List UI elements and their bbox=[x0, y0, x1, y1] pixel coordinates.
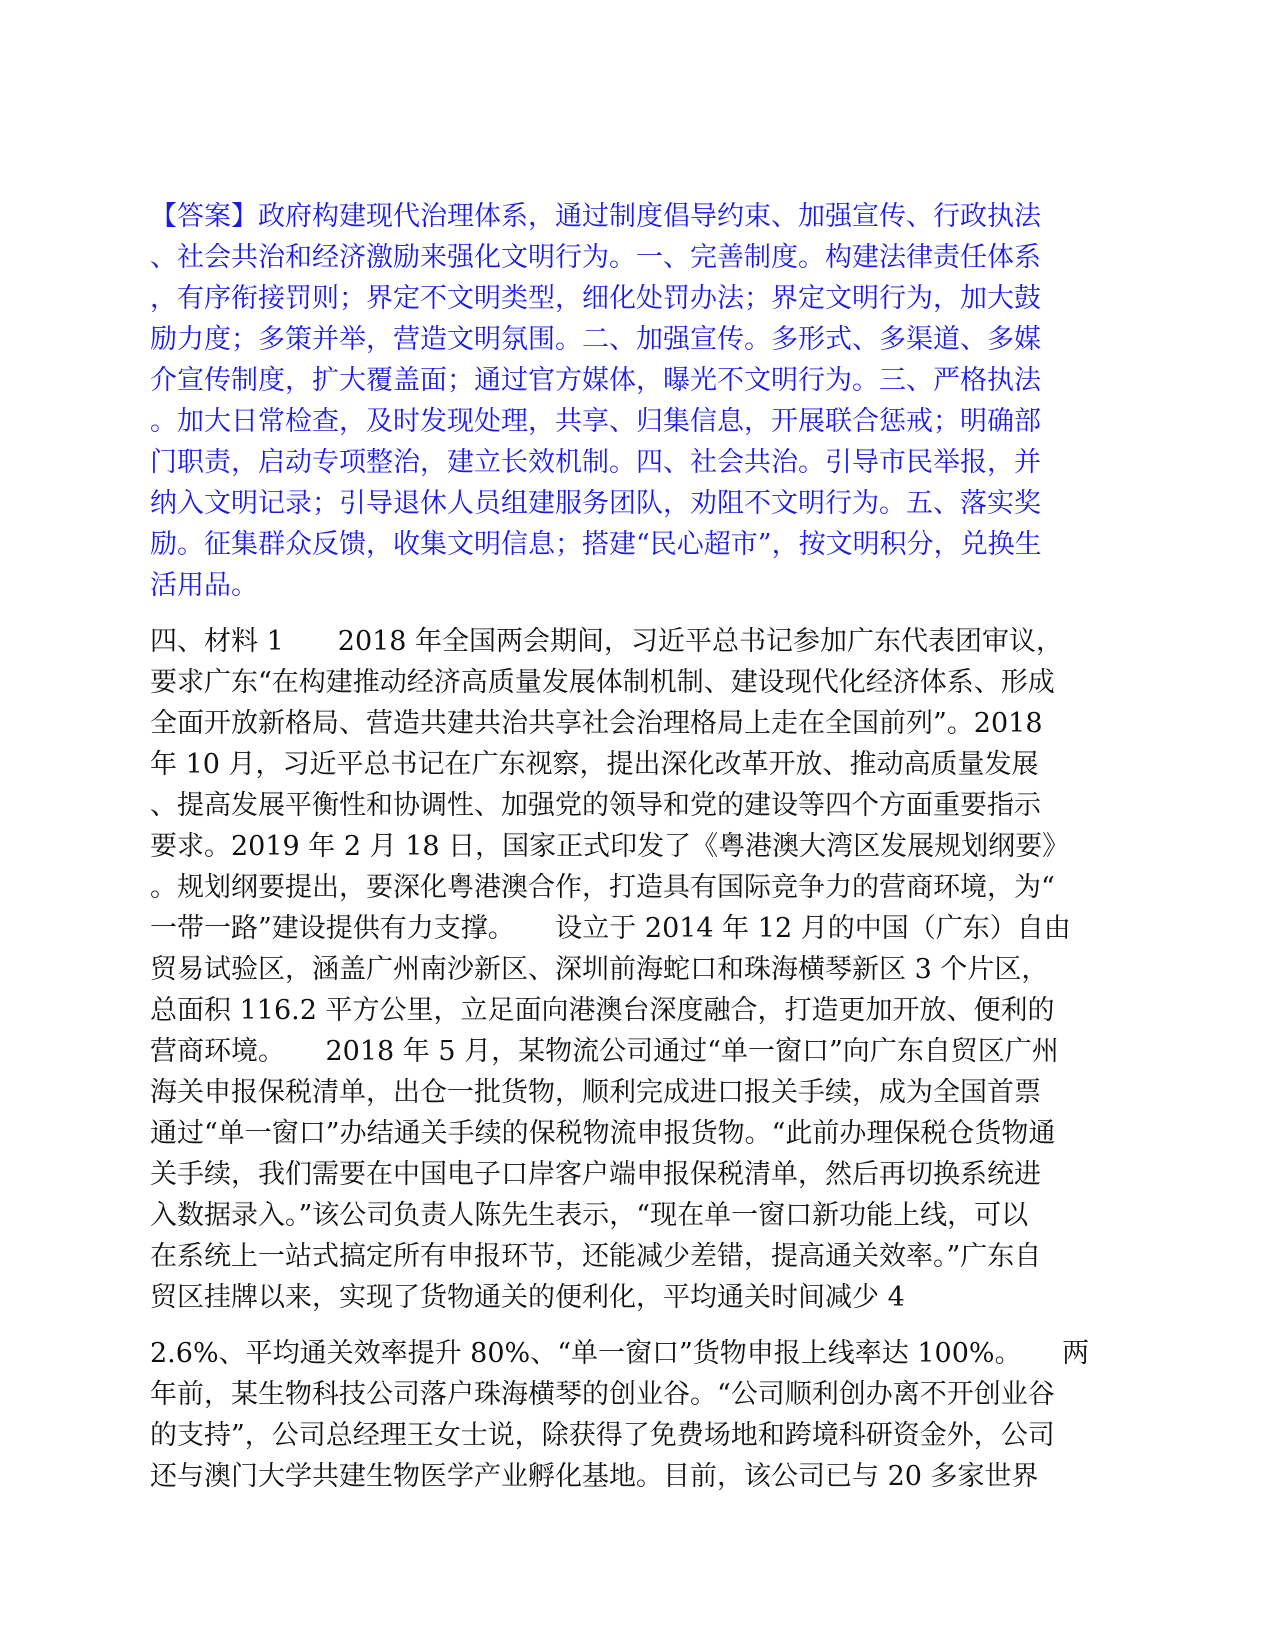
continuation-paragraph bbox=[150, 1333, 1130, 1497]
continuation-line: 的支持”，公司总经理王女士说，除获得了免费场地和跨境科研资金外，公司 bbox=[150, 1420, 1055, 1451]
material-line: 。规划纲要提出，要深化粤港澳合作，打造具有国际竞争力的营商环境，为“ bbox=[150, 872, 1055, 903]
continuation-line: 还与澳门大学共建生物医学产业孵化基地。目前，该公司已与 20 多家世界 bbox=[150, 1461, 1039, 1492]
answer-line: 励力度；多策并举，营造文明氛围。二、加强宣传。多形式、多渠道、多媒 bbox=[150, 324, 1041, 355]
material-line: 海关申报保税清单，出仓一批货物，顺利完成进口报关手续，成为全国首票 bbox=[150, 1077, 1041, 1108]
answer-line: 纳入文明记录；引导退休人员组建服务团队，劝阻不文明行为。五、落实奖 bbox=[150, 488, 1041, 519]
material-line: 年 10 月，习近平总书记在广东视察，提出深化改革开放、推动高质量发展 bbox=[150, 749, 1039, 780]
answer-line: 活用品。 bbox=[150, 570, 258, 601]
material-paragraph bbox=[150, 621, 1130, 1318]
material-line: 四、材料 1 2018 年全国两会期间，习近平总书记参加广东代表团审议， bbox=[150, 626, 1064, 657]
material-line: 贸易试验区，涵盖广州南沙新区、深圳前海蛇口和珠海横琴新区 3 个片区， bbox=[150, 954, 1049, 985]
material-line: 要求。2019 年 2 月 18 日，国家正式印发了《粤港澳大湾区发展规划纲要》 bbox=[150, 831, 1070, 862]
material-line: 通过“单一窗口”办结通关手续的保税物流申报货物。“此前办理保税仓货物通 bbox=[150, 1118, 1056, 1149]
material-line: 关手续，我们需要在中国电子口岸客户端申报保税清单，然后再切换系统进 bbox=[150, 1159, 1041, 1190]
answer-line: 门职责，启动专项整治，建立长效机制。四、社会共治。引导市民举报，并 bbox=[150, 447, 1041, 478]
continuation-line: 2.6%、平均通关效率提升 80%、“单一窗口”货物申报上线率达 100%。 两 bbox=[150, 1338, 1090, 1369]
continuation-line: 年前，某生物科技公司落户珠海横琴的创业谷。“公司顺利创办离不开创业谷 bbox=[150, 1379, 1055, 1410]
answer-line: 。加大日常检查，及时发现处理，共享、归集信息，开展联合惩戒；明确部 bbox=[150, 406, 1041, 437]
material-line: 营商环境。 2018 年 5 月，某物流公司通过“单一窗口”向广东自贸区广州 bbox=[150, 1036, 1059, 1067]
material-line: 全面开放新格局、营造共建共治共享社会治理格局上走在全国前列”。2018 bbox=[150, 708, 1043, 739]
material-line: 总面积 116.2 平方公里，立足面向港澳台深度融合，打造更加开放、便利的 bbox=[150, 995, 1055, 1026]
material-line: 一带一路”建设提供有力支撑。 设立于 2014 年 12 月的中国（广东）自由 bbox=[150, 913, 1071, 944]
answer-line: 、社会共治和经济激励来强化文明行为。一、完善制度。构建法律责任体系 bbox=[150, 242, 1041, 273]
answer-line: 介宣传制度，扩大覆盖面；通过官方媒体，曝光不文明行为。三、严格执法 bbox=[150, 365, 1041, 396]
answer-line: 励。征集群众反馈，收集文明信息；搭建“民心超市”，按文明积分，兑换生 bbox=[150, 529, 1042, 560]
material-line: 贸区挂牌以来，实现了货物通关的便利化，平均通关时间减少 4 bbox=[150, 1282, 905, 1313]
material-line: 在系统上一站式搞定所有申报环节，还能减少差错，提高通关效率。”广东自 bbox=[150, 1241, 1042, 1272]
answer-line: ，有序衔接罚则；界定不文明类型，细化处罚办法；界定文明行为，加大鼓 bbox=[150, 283, 1041, 314]
answer-paragraph bbox=[150, 196, 1130, 606]
material-line: 、提高发展平衡性和协调性、加强党的领导和党的建设等四个方面重要指示 bbox=[150, 790, 1041, 821]
material-line: 要求广东“在构建推动经济高质量发展体制机制、建设现代化经济体系、形成 bbox=[150, 667, 1055, 698]
answer-line: 【答案】政府构建现代治理体系，通过制度倡导约束、加强宣传、行政执法 bbox=[150, 201, 1041, 232]
material-line: 入数据录入。”该公司负责人陈先生表示，“现在单一窗口新功能上线，可以 bbox=[150, 1200, 1029, 1231]
